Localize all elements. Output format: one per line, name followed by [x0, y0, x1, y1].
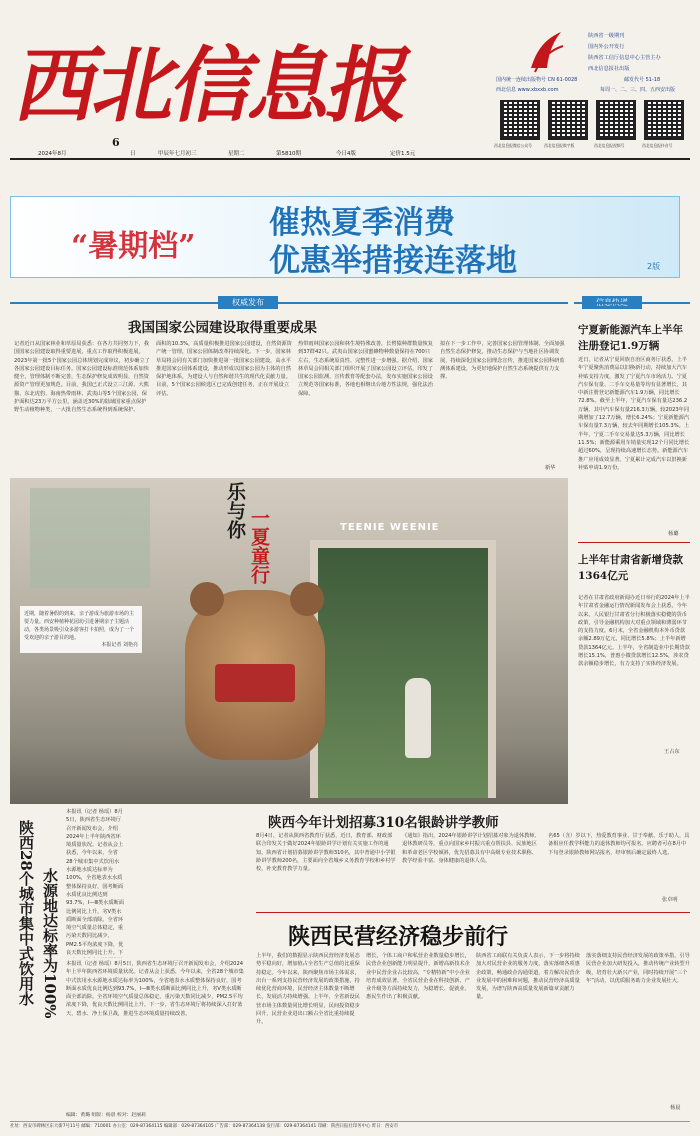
publish-days: 每周一、二、三、四、五西安出版: [600, 87, 676, 93]
economy-col-3: 陕西省工商联有关负责人表示，下一步将持续加大对民营企业的服务力度，落实落细各项惠企政策，畅通政企沟通渠道，着力解决民营企业发展中的困难和问题，推动民营经济高质量发展，为谱写陕西高质量发展新篇章贡献力量。: [476, 953, 580, 1001]
qr-labels: [494, 143, 692, 151]
child-figure: [405, 678, 431, 758]
price: 定价1.5元: [390, 151, 416, 157]
date-bar: [18, 136, 488, 158]
section-rule: [10, 302, 568, 304]
authority-headline: 我国国家公园建设取得重要成果: [128, 320, 317, 336]
issue-number: 第5810期: [276, 151, 301, 157]
authority-source: 新华: [545, 465, 556, 471]
authority-col-2: 面积的10.3%，高质量积极推进国家公园建设，自然资源资产统一管理，国家公园体制改革持续深化。下一步，国家林草局将会同有关部门加快推进第一批国家公园建设，高水平推进国家公园体系建设，推动形成以国家公园为主体的自然保护地体系，为建设人与自然和谐共生的现代化贡献力量。目前，5个国家公园候选区已完成创建任务，正在开展设立评估。: [156, 341, 292, 397]
bear-book: [215, 664, 295, 702]
water-story-top-text: 本报讯（记者 杨瑶）8月5日，陕西省生态环境厅召开新闻发布会，介绍2024年上半年陕西省环境质量状况。记者从会上获悉，今年以来，全省28个城市集中式饮用水水源地水质达标率为100%，全省地表水水质整体保持良好，国考断面水质优良比例达到93.7%，Ⅰ—Ⅲ类水质断面比例同比上升，劣Ⅴ类水质断面全部消除。全省环境空气质量总体稳定，重污染天数同比减少，PM2.5平均浓度下降，优良天数比例同比上升。下: [66, 809, 124, 957]
issn: 国内统一连续出版物号 CN 61-0028: [496, 77, 578, 83]
economy-col-1: 上半年，我们的数据显示陕西民营经济发展态势平稳向好，增加值占全省生产总值的比重保持稳定。今年以来，陕西聚焦市场主体需求，出台一系列支持民营经济发展的政策措施，持续优化营商环境，民营经济主体数量不断增长，发展活力持续增强。上半年，全省新设民营市场主体数量同比增长明显，民间投资稳步回升，民营企业进出口额占全省比重持续提升。: [256, 953, 360, 1026]
teacher-headline: 陕西今年计划招募310名银龄讲学教师: [268, 815, 499, 831]
economy-col-4: 落实落细支持民营经济发展的政策举措，引导民营企业加大研发投入，推动传统产业转型升级，培育壮大新兴产业，同时持续开展“三个年”活动，以优质服务助力企业发展壮大。: [586, 953, 690, 984]
lunar-date: 甲辰年七月初三: [158, 151, 197, 157]
editor-credits: 编辑：黄璐 组版：杨晨 校对：赵丽莉: [66, 1113, 146, 1118]
masthead-line: 西北信息报社出版: [588, 66, 630, 72]
footer: 社址：西安市碑林区东大街7号11号 邮编：710001 办公室：029-87364115 编辑部：029-87364105 广告部：029-87364138 发行部：029-87364141 印刷：陕西日报社印务中心 昨日：西安市: [10, 1121, 690, 1130]
photo-vtitle-a: 乐与你: [224, 482, 246, 539]
bear-ear: [190, 582, 224, 616]
qr-code[interactable]: [500, 100, 540, 140]
photo-arch: [310, 540, 496, 798]
authority-col-1: 记者近日从国家林业和草原局获悉：在各方共同努力下，我国国家公园建设取得重要进展，重点工作取得积极进展。2023年第一批5个国家公园总体规划完成审议，初步确立了各国家公园建设目标任务。国家公园建设标准规范体系加快健全，管理体制不断完善，生态保护修复成效明显，自然资源资产管理更加规范。目前，我国已正式设立三江源、大熊猫、东北虎豹、海南热带雨林、武夷山等5个国家公园，保护面积达23万平方公里，涵盖近30%的陆域国家重点保护野生动植物种类，一大批自然生态系统得到系统保护。: [14, 341, 150, 414]
photo-caption-box: [20, 606, 142, 653]
bear-ear: [290, 582, 324, 616]
qr-code[interactable]: [548, 100, 588, 140]
weekday: 星期二: [228, 151, 245, 157]
economy-col-2: 增长，个体工商户和私营企业数量稳步增长，民营企业创新能力明显提升，新增高新技术企业中民营企业占比较高，“专精特新”中小企业培育成效显著。全省民营企业在科技创新、产业升级等方面持续发力，为稳增长、促就业、惠民生作出了积极贡献。: [366, 953, 470, 1001]
qr-row: [496, 100, 690, 148]
teacher-col-1: 8月4日，记者从陕西省教育厅获悉，近日，教育部、财政部联合印发关于做好2024年银龄讲学计划有关实施工作的通知，陕西省计划招募银龄讲学教师310名，其中普通中小学银龄讲学教师200名，主要面向全省城乡义务教育学校和乡村学校，补充教育教学力量。: [256, 833, 396, 873]
qr-label: 西北信息报视频号: [594, 143, 625, 148]
banner-line1: 催热夏季消费: [269, 205, 455, 241]
newspaper-logo: 西北信息报: [7, 38, 419, 134]
photo-sign: TEENIE WEENIE: [340, 522, 440, 533]
masthead-lines: [588, 31, 688, 75]
photo-credit: 本报记者 刘艳亮: [101, 642, 138, 648]
photo-caption: 近期，随着暑假的到来，亲子游成为旅游市场的主要力量。西安种植种花园坊引进暑期亲子主题活动，各类场景吸引众多游客打卡拍照，成为了一个受欢迎的亲子游目的地。: [24, 611, 135, 641]
authority-col-4: 拟在下一步工作中，完善国家公园管理体制，全面加强自然生态保护修复，推动生态保护与当地社区协调发展，持续深化国家公园理念宣传，推进国家公园科研监测体系建设，为更好地保护自然生态系统提供有力支撑。: [440, 341, 565, 381]
masthead-rule: [10, 158, 690, 160]
news-source-2: 王占东: [664, 749, 680, 755]
postal-code: 邮发代号 51-18: [624, 77, 661, 83]
qr-label: 西北信息报抖音号: [642, 143, 673, 148]
page-count: 今日4版: [336, 151, 356, 157]
news-headline-2: 上半年甘肃省新增贷款1364亿元: [578, 554, 683, 582]
teacher-col-2: 《通知》指出，2024年银龄讲学计划招募对象为退休教师、退休教研员等，重点向国家乡村振兴重点帮扶县、民族地区和革命老区学校倾斜，优先招募具有中高级专业技术职称、教学经验丰富、身体健康的退休人员。: [402, 833, 540, 864]
masthead-line: 陕西省工信厅信息中心主管主办: [588, 55, 661, 61]
section-rule: [256, 912, 690, 913]
news-body-1: 近日，记者从宁夏回族自治区商务厅获悉，上半年宁夏聚焦消费品以旧换新行动，持续加大汽车补贴支持力度，激发了宁夏汽车市场活力。宁夏汽车保有量、二手车交易量等均有显著增长，其中新注册登记新能源汽车1.9万辆，同比增长72.8%。截至上半年，宁夏汽车保有量达236.2万辆，其中汽车保有量216.3万辆，较2023年同期增加了12.7万辆，增长6.24%；宁夏新能源汽车保有量7.3万辆，较去年同期增长105.3%。上半年，宁夏二手车交易量达5.3万辆，同比增长11.5%；新能源乘用车销量实现12个月同比增长超过60%，呈现持续高速增长态势。新能源汽车推广应用成效显著。宁夏累计完成汽车以旧换新补贴申请1.9万份。: [578, 357, 690, 471]
teacher-source: 张卓明: [662, 897, 678, 903]
section-rule: [578, 542, 690, 543]
masthead-line: 国内外公开发行: [588, 44, 625, 50]
authority-col-3: 热带雨林国家公园和林生境特殊改善，长臂猿种群数量恢复到37群42只。武夷山国家公园蜜蜂物种数量保持在700只左右，生态系统原真性、完整性进一步增强。据介绍，国家林草局会同相关部门组织开展了国家公园设立评估，印发了国家公园监测、宣传教育等配套办法，发布实施国家公园设立规范等国家标准，各地也相继出台地方性法规，强化法治保障。: [298, 341, 433, 397]
news-body-2: 记者在甘肃省政府新闻办近日举行的2024年上半年甘肃省金融运行情况新闻发布会上获悉，今年以来，人民银行甘肃省分行积极落实稳健的货币政策，引导金融机构加大对重点领域和薄弱环节的支持力度。6月末，全省金融机构本外币贷款余额2.89万亿元，同比增长5.8%；上半年新增贷款1364亿元。上半年，全省制造业中长期贷款增长15.1%，普惠小微贷款增长12.5%，涉农贷款余额稳步增长，有力支持了实体经济发展。: [578, 595, 690, 668]
headline-banner[interactable]: [10, 196, 680, 278]
news-headline-1: 宁夏新能源汽车上半年注册登记1.9万辆: [578, 324, 683, 352]
issue-weekday-small: 日: [130, 151, 136, 157]
masthead-line: 陕西省一级期刊: [588, 33, 625, 39]
qr-label: 西北信息报微信公众号: [494, 143, 532, 148]
water-vtitle-a: 水源地达标率为100%: [41, 868, 59, 1019]
banner-tag: “暑期档”: [71, 229, 196, 264]
website: 西北信息 www.xbxxb.com: [496, 87, 559, 93]
economy-headline: 陕西民营经济稳步前行: [288, 924, 509, 950]
background-building: [30, 488, 150, 588]
feature-photo[interactable]: [10, 478, 568, 804]
economy-source: 杨晨: [670, 1105, 681, 1111]
issue-day: 6: [112, 136, 120, 149]
teacher-col-3: 名65（含）岁以下，热爱教育事业、甘于奉献、乐于助人，具备相应任教学科能力的退休教师均可报名。应聘者可在8月中下旬登录银龄教师网站报名，经审核后确定最终人选。: [548, 833, 690, 856]
qr-code[interactable]: [596, 100, 636, 140]
water-vtitle-b: 陕西28个城市集中式饮用水: [17, 820, 35, 1006]
qr-code[interactable]: [644, 100, 684, 140]
publisher-emblem: [527, 28, 565, 74]
section-tag-authority: 权威发布: [218, 296, 278, 309]
qr-label: 西北信息报数字版: [544, 143, 575, 148]
water-story-body: 本报讯（记者 杨瑶）8月5日，陕西省生态环境厅召开新闻发布会，介绍2024年上半年陕西省环境质量状况。记者从会上获悉，今年以来，全省28个城市集中式饮用水水源地水质达标率为100%，全省地表水水质整体保持良好，国考断面水质优良比例达到93.7%，Ⅰ—Ⅲ类水质断面比例同比上升，劣Ⅴ类水质断面全部消除。全省环境空气质量总体稳定，重污染天数同比减少，PM2.5平均浓度下降，优良天数比例同比上升。下一步，省生态环境厅将持续深入打好蓝天、碧水、净土保卫战，推进生态环境质量持续改善。: [66, 961, 244, 1017]
year-month: 2024年8月: [38, 151, 67, 157]
banner-page-ref[interactable]: 2版: [647, 262, 661, 271]
section-rule: [574, 302, 690, 304]
banner-line2: 优惠举措接连落地: [269, 243, 517, 279]
photo-vtitle-b: 一夏童行: [248, 508, 270, 584]
news-source-1: 杨璐: [668, 531, 679, 537]
